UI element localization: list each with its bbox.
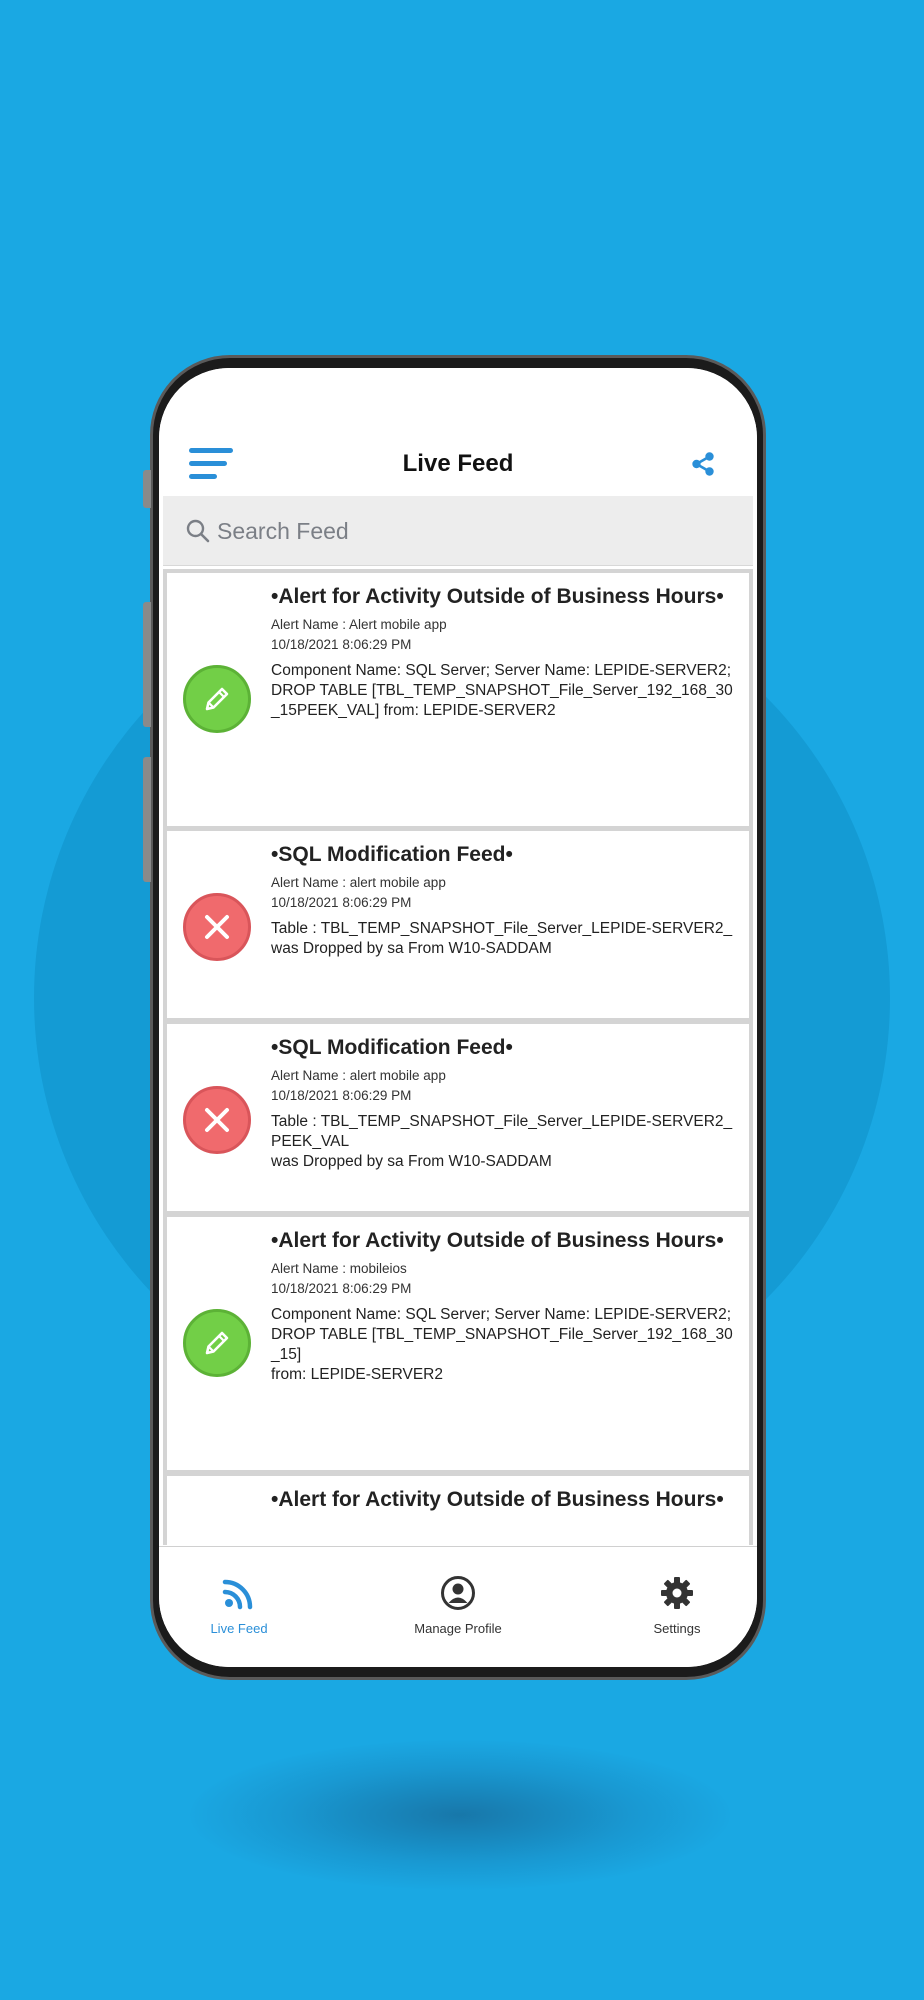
tab-settings[interactable] (597, 1547, 757, 1667)
feed-item-content (271, 1034, 741, 1172)
feed-item[interactable] (167, 831, 749, 1018)
feed-item-title: •Alert for Activity Outside of Business Hours• (271, 1229, 724, 1252)
feed-item-description: Table : TBL_TEMP_SNAPSHOT_File_Server_LEPIDE-SERVER2_PEEK_VAL was Dropped by sa From W10-SADDAM (271, 1113, 733, 1170)
feed-item-timestamp: 10/18/2021 8:06:29 PM (271, 1088, 412, 1103)
feed-item[interactable] (167, 1024, 749, 1211)
tab-live-feed[interactable] (159, 1547, 319, 1667)
feed-item-content (271, 1486, 741, 1513)
app-screen (159, 368, 757, 1667)
feed-item-alert-name: Alert Name : alert mobile app (271, 875, 446, 890)
feed-item-title: •SQL Modification Feed• (271, 843, 513, 866)
tab-label: Manage Profile (414, 1621, 502, 1636)
feed-item-title: •Alert for Activity Outside of Business Hours• (271, 1488, 724, 1511)
page-title: Live Feed (402, 450, 514, 477)
feed-item-description: Table : TBL_TEMP_SNAPSHOT_File_Server_LEPIDE-SERVER2_ was Dropped by sa From W10-SADDAM (271, 920, 733, 957)
feed-item-title: •SQL Modification Feed• (271, 1036, 513, 1059)
feed-item-content (271, 841, 741, 959)
phone-mute-button (143, 470, 151, 508)
close-icon (183, 1086, 251, 1154)
feed-item-timestamp: 10/18/2021 8:06:29 PM (271, 637, 412, 652)
feed-item-content (271, 583, 741, 721)
feed-item-title: •Alert for Activity Outside of Business Hours• (271, 585, 724, 608)
app-header (159, 368, 757, 496)
tab-manage-profile[interactable] (378, 1547, 538, 1667)
phone-volume-up-button (143, 602, 151, 727)
gear-icon (659, 1575, 695, 1611)
search-icon (185, 518, 211, 544)
close-icon (183, 893, 251, 961)
feed-item-timestamp: 10/18/2021 8:06:29 PM (271, 895, 412, 910)
phone-shadow (190, 1740, 730, 1890)
rss-feed-icon (221, 1575, 257, 1611)
share-icon[interactable] (690, 451, 716, 477)
tab-label: Live Feed (210, 1621, 268, 1636)
feed-item-timestamp: 10/18/2021 8:06:29 PM (271, 1281, 412, 1296)
feed-item[interactable] (167, 1476, 749, 1545)
feed-item-alert-name: Alert Name : alert mobile app (271, 1068, 446, 1083)
user-profile-icon (440, 1575, 476, 1611)
search-bar (163, 496, 753, 566)
feed-item-content (271, 1227, 741, 1385)
pencil-icon (183, 1309, 251, 1377)
pencil-icon (183, 665, 251, 733)
tab-label: Settings (653, 1621, 701, 1636)
feed-item-alert-name: Alert Name : mobileios (271, 1261, 407, 1276)
phone-volume-down-button (143, 757, 151, 882)
feed-item-description: Component Name: SQL Server; Server Name: LEPIDE-SERVER2; DROP TABLE [TBL_TEMP_SNAPSHOT_File_Server_192_168_30_15PEEK_VAL] from: LEPIDE-SERVER2 (271, 662, 733, 719)
feed-item[interactable] (167, 1217, 749, 1470)
live-feed-list (163, 569, 753, 1545)
feed-item-description: Component Name: SQL Server; Server Name: LEPIDE-SERVER2; DROP TABLE [TBL_TEMP_SNAPSHOT_File_Server_192_168_30_15] from: LEPIDE-SERVER2 (271, 1306, 733, 1383)
search-input[interactable] (217, 511, 717, 551)
feed-item[interactable] (167, 573, 749, 826)
feed-item-alert-name: Alert Name : Alert mobile app (271, 617, 447, 632)
bottom-tab-bar (159, 1546, 757, 1667)
